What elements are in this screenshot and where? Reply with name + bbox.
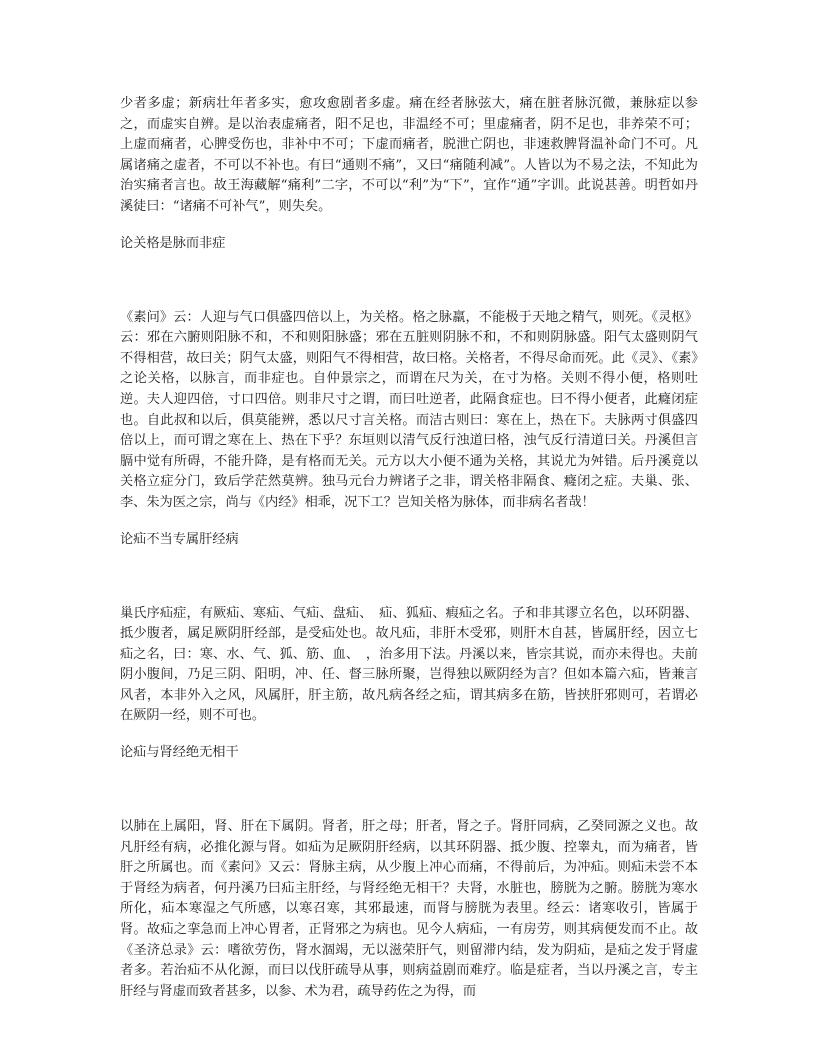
section-paragraph-shan-gan: 巢氏序疝症，有厥疝、寒疝、气疝、盘疝、 疝、狐疝、瘕疝之名。子和非其谬立名色，以环阴器、抵少腹者，属足厥阴肝经部，是受疝处也。故凡疝，非肝木受邪，则肝木自甚，皆属肝经，因立七疝之名，曰：寒、水、气、狐、筋、血、 ，治多用下法。丹溪以来，皆宗其说，而亦未得也。夫前阴小腹间，乃足三阴、阳明，冲、任、督三脉所聚，岂得独以厥阴经为言？但如本篇六疝，皆兼言风者，本非外入之风，风属肝，肝主筋，故凡病各经之疝，谓其病多在筋，皆挟肝邪则可，若谓必在厥阴一经，则不可也。 xyxy=(120,605,698,724)
section-paragraph-shan-shen: 以肺在上属阳，肾、肝在下属阴。肾者，肝之母；肝者，肾之子。肾肝同病，乙癸同源之义也。故凡肝经有病，必推化源与肾。如疝为足厥阴肝经病，以其环阴器、抵少腹、控睾丸，而为痛者，皆肝之所属也。而《素问》又云：肾脉主病，从少腹上冲心而痛，不得前后，为冲疝。则疝未尝不本于肾经为病者，何丹溪乃曰疝主肝经，与肾经绝无相干？夫肾，水脏也，膀胱为之腑。膀胱为寒水所化，疝本寒湿之气所感，以寒召寒，其邪最速，而肾与膀胱为表里。经云：诸寒收引，皆属于肾。故疝之挛急而上冲心胃者，正肾邪之为病也。见今人病疝，一有房劳，则其病便发而不止。故《圣济总录》云：嗜欲劳伤，肾水涸竭，无以滋荣肝气，则留滞内结，发为阴疝，是疝之发于肾虚者多。若治疝不从化源，而曰以伐肝疏导从事，则病益剧而难疗。临是症者，当以丹溪之言，专主肝经与肾虚而致者甚多，以参、术为君，疏导药佐之为得，而 xyxy=(120,819,698,999)
spacer xyxy=(120,254,698,308)
section-heading-shan-gan: 论疝不当专属肝经病 xyxy=(120,531,239,547)
intro-paragraph: 少者多虚；新病壮年者多实，愈攻愈剧者多虚。痛在经者脉弦大，痛在脏者脉沉微，兼脉症以参之，而虚实自辨。是以治表虚痛者，阳不足也，非温经不可；里虚痛者，阴不足也，非养荣不可；上虚而痛者，心脾受伤也，非补中不可；下虚而痛者，脱泄亡阴也，非速救脾肾温补命门不可。凡属诸痛之虚者，不可以不补也。有曰“通则不痛”，又曰“痛随利减”。人皆以为不易之法，不知此为治实痛者言也。故王海藏解“痛利”二字，不可以“利”为“下”，宜作“通”字训。此说甚善。明哲如丹溪徒曰：“诸痛不可补气”，则失矣。 xyxy=(120,96,698,214)
section-heading-shan-shen: 论疝与肾经绝无相干 xyxy=(120,745,239,761)
spacer xyxy=(120,550,698,604)
spacer xyxy=(120,763,698,817)
spacer xyxy=(120,514,698,530)
section-heading-guange: 论关格是脉而非症 xyxy=(120,235,226,251)
document-page xyxy=(120,94,698,1002)
section-paragraph-guange: 《素问》云：人迎与气口俱盛四倍以上，为关格。格之脉羸，不能极于天地之精气，则死。《灵枢》云：邪在六腑则阳脉不和，不和则阳脉盛；邪在五脏则阴脉不和，不和则阴脉盛。阳气太盛则阴气不得相营，故曰关；阴气太盛，则阳气不得相营，故曰格。关格者，不得尽命而死。此《灵》、《素》之论关格，以脉言，而非症也。自仲景宗之，而谓在尺为关，在寸为格。关则不得小便，格则吐逆。夫人迎四倍，寸口四倍。则非尺寸之谓，而曰吐逆者，此隔食症也。曰不得小便者，此癃闭症也。自此叔和以后，俱莫能辨，悉以尺寸言关格。而洁古则曰：寒在上，热在下。夫脉两寸俱盛四倍以上，而可谓之寒在上、热在下乎？东垣则以清气反行浊道曰格，浊气反行清道曰关。丹溪但言膈中觉有所碍，不能升降，是有格而无关。元方以大小便不通为关格，其说尤为舛错。后丹溪竟以关格立症分门，致后学茫然莫辨。独马元台力辨诸子之非，谓关格非隔食、癃闭之症。夫巢、张、李、朱为医之宗，尚与《内经》相乖，况下工？岂知关格为脉体，而非病名者哉！ xyxy=(120,309,698,510)
spacer xyxy=(120,218,698,234)
spacer xyxy=(120,727,698,743)
